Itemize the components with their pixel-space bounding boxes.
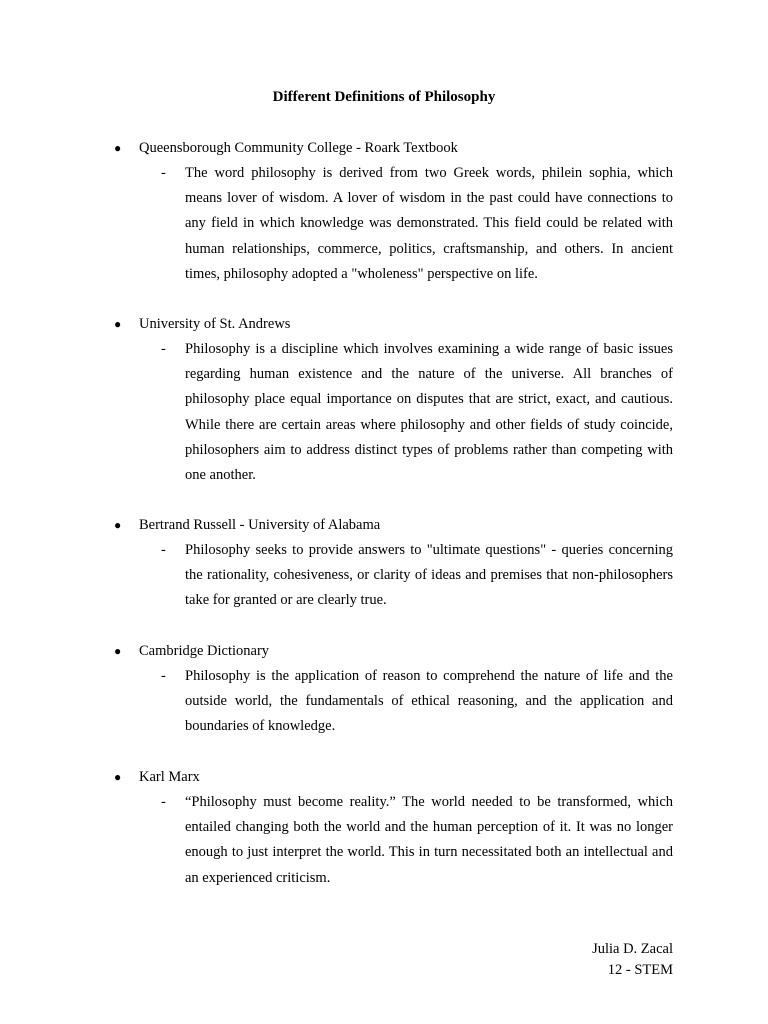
definition-item [0, 790, 768, 891]
source-bullet [0, 136, 768, 161]
document-title: Different Definitions of Philosophy [272, 89, 496, 105]
bullet-icon: ● [114, 518, 122, 532]
source-bullet [0, 765, 768, 790]
source-label: Karl Marx [139, 769, 200, 785]
author-grade: 12 - STEM [607, 962, 673, 978]
source-bullet [0, 513, 768, 538]
definition-section [0, 312, 768, 488]
bullet-icon: ● [114, 317, 122, 331]
source-label: Queensborough Community College - Roark Textbook [139, 140, 458, 156]
definition-text: Philosophy is the application of reason to comprehend the nature of life and the outside world, the fundamentals of ethical reasoning, and the application and boundaries of knowledge. [185, 668, 673, 735]
definition-text: The word philosophy is derived from two Greek words, philein sophia, which means lover of wisdom. A lover of wisdom in the past could have connections to any field in which knowledge was demonstrated. This field could be related with human relationships, commerce, politics, craftsmanship, and others. In ancient times, philosophy adopted a "wholeness" perspective on life. [185, 165, 673, 282]
author-signature [592, 939, 673, 981]
author-name: Julia D. Zacal [592, 941, 673, 957]
source-bullet [0, 639, 768, 664]
dash-icon: - [161, 165, 166, 181]
definition-section [0, 765, 768, 891]
definition-section [0, 639, 768, 740]
definition-item [0, 161, 768, 287]
dash-icon: - [161, 341, 166, 357]
source-label: Cambridge Dictionary [139, 643, 270, 659]
definition-section [0, 513, 768, 614]
bullet-icon: ● [114, 141, 122, 155]
source-label: University of St. Andrews [139, 316, 291, 332]
source-bullet [0, 312, 768, 337]
bullet-icon: ● [114, 770, 122, 784]
dash-icon: - [161, 794, 166, 810]
definition-item [0, 664, 768, 740]
definition-text: Philosophy is a discipline which involves examining a wide range of basic issues regarding human existence and the nature of the universe. All branches of philosophy place equal importance on disputes that are strict, exact, and cautious. While there are certain areas where philosophy and other fields of study coincide, philosophers aim to address distinct types of problems rather than competing with one another. [185, 341, 673, 484]
bullet-icon: ● [114, 644, 122, 658]
source-label: Bertrand Russell - University of Alabama [139, 517, 381, 533]
definition-item [0, 538, 768, 614]
definition-section [0, 136, 768, 287]
dash-icon: - [161, 668, 166, 684]
dash-icon: - [161, 542, 166, 558]
definition-text: “Philosophy must become reality.” The world needed to be transformed, which entailed changing both the world and the human perception of it. It was no longer enough to just interpret the world. This in turn necessitated both an intellectual and an experienced criticism. [185, 794, 673, 886]
definition-text: Philosophy seeks to provide answers to "ultimate questions" - queries concerning the rationality, cohesiveness, or clarity of ideas and premises that non-philosophers take for granted or are clearly true. [185, 542, 673, 609]
definition-item [0, 337, 768, 488]
